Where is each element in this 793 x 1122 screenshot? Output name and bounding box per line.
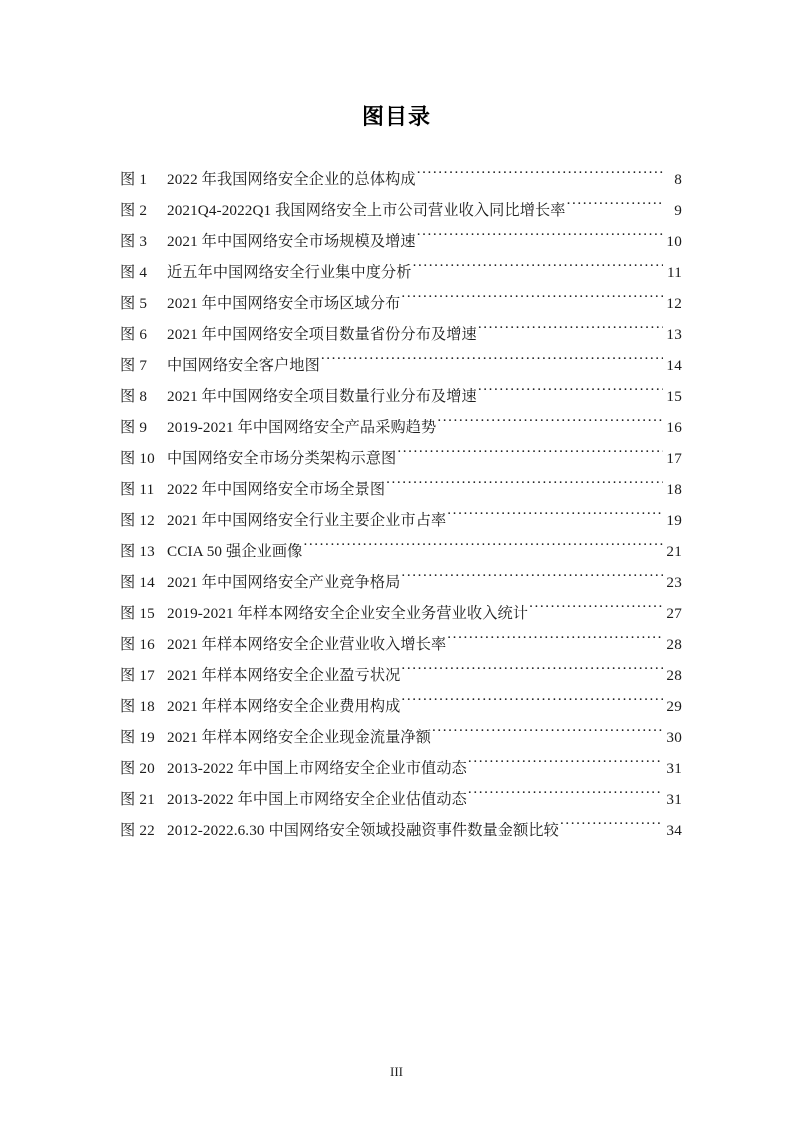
toc-leader-dots — [397, 448, 663, 463]
toc-entry[interactable] — [120, 319, 682, 350]
toc-figure-label: 图 14 — [120, 574, 155, 591]
toc-figure-label: 图 9 — [120, 419, 148, 436]
toc-entry[interactable] — [120, 443, 682, 474]
toc-leader-dots — [321, 355, 663, 370]
toc-page-number: 31 — [666, 791, 682, 808]
toc-figure-label: 图 22 — [120, 822, 155, 839]
toc-entry[interactable] — [120, 226, 682, 257]
toc-leader-dots — [401, 665, 663, 680]
toc-figure-label: 图 12 — [120, 512, 155, 529]
toc-entry[interactable] — [120, 257, 682, 288]
toc-page-number: 15 — [666, 388, 682, 405]
toc-figure-title: 2021 年中国网络安全项目数量省份分布及增速 — [167, 326, 477, 343]
toc-entry[interactable] — [120, 164, 682, 195]
toc-figure-label: 图 4 — [120, 264, 148, 281]
toc-page-number: 14 — [666, 357, 682, 374]
toc-page-number: 31 — [666, 760, 682, 777]
toc-figure-title: 2021 年样本网络安全企业盈亏状况 — [167, 667, 401, 684]
toc-figure-title: 中国网络安全市场分类架构示意图 — [167, 450, 397, 467]
toc-figure-title: 2021 年样本网络安全企业现金流量净额 — [167, 729, 431, 746]
toc-figure-title: 2021 年样本网络安全企业费用构成 — [167, 698, 401, 715]
toc-leader-dots — [401, 293, 663, 308]
footer-page-number: III — [390, 1064, 403, 1079]
toc-figure-title: 2021 年中国网络安全市场区域分布 — [167, 295, 401, 312]
toc-leader-dots — [401, 696, 663, 711]
toc-leader-dots — [478, 324, 663, 339]
toc-figure-label: 图 8 — [120, 388, 148, 405]
toc-page-number: 16 — [666, 419, 682, 436]
toc-figure-title: 2021 年中国网络安全项目数量行业分布及增速 — [167, 388, 477, 405]
toc-entry[interactable] — [120, 784, 682, 815]
toc-page-number: 10 — [666, 233, 682, 250]
toc-figure-label: 图 7 — [120, 357, 148, 374]
toc-entry[interactable] — [120, 412, 682, 443]
toc-figure-title: 2013-2022 年中国上市网络安全企业市值动态 — [167, 760, 467, 777]
toc-figure-label: 图 3 — [120, 233, 148, 250]
toc-page-number: 28 — [666, 667, 682, 684]
toc-figure-label: 图 1 — [120, 171, 148, 188]
toc-figure-title: 2021Q4-2022Q1 我国网络安全上市公司营业收入同比增长率 — [167, 202, 566, 219]
toc-leader-dots — [447, 510, 663, 525]
toc-figure-title: 近五年中国网络安全行业集中度分析 — [167, 264, 412, 281]
toc-leader-dots — [529, 603, 663, 618]
toc-figure-label: 图 18 — [120, 698, 155, 715]
toc-leader-dots — [437, 417, 663, 432]
toc-figure-label: 图 15 — [120, 605, 155, 622]
toc-figure-label: 图 13 — [120, 543, 155, 560]
toc-page-number: 12 — [666, 295, 682, 312]
toc-leader-dots — [386, 479, 663, 494]
toc-entry[interactable] — [120, 474, 682, 505]
toc-figure-label: 图 16 — [120, 636, 155, 653]
toc-page-number: 11 — [666, 264, 682, 281]
toc-figure-label: 图 10 — [120, 450, 155, 467]
toc-figure-title: 2021 年中国网络安全市场规模及增速 — [167, 233, 416, 250]
toc-figure-label: 图 11 — [120, 481, 155, 498]
toc-page-number: 8 — [674, 171, 682, 188]
toc-figure-label: 图 20 — [120, 760, 155, 777]
toc-figure-label: 图 21 — [120, 791, 155, 808]
toc-entry[interactable] — [120, 722, 682, 753]
toc-leader-dots — [303, 541, 663, 556]
toc-entry[interactable] — [120, 815, 682, 846]
toc-page-number: 34 — [666, 822, 682, 839]
toc-entry[interactable] — [120, 567, 682, 598]
toc-leader-dots — [401, 572, 663, 587]
toc-page-number: 13 — [666, 326, 682, 343]
toc-page-number: 30 — [666, 729, 682, 746]
toc-figure-title: 2019-2021 年样本网络安全企业安全业务营业收入统计 — [167, 605, 529, 622]
toc-leader-dots — [468, 789, 663, 804]
toc-figure-title: 2021 年中国网络安全产业竞争格局 — [167, 574, 401, 591]
toc-leader-dots — [567, 200, 663, 215]
toc-page-number: 9 — [674, 202, 682, 219]
toc-figure-label: 图 6 — [120, 326, 148, 343]
toc-leader-dots — [432, 727, 663, 742]
toc-entry[interactable] — [120, 660, 682, 691]
toc-leader-dots — [447, 634, 663, 649]
toc-figure-title: 2022 年中国网络安全市场全景图 — [167, 481, 386, 498]
toc-figure-label: 图 19 — [120, 729, 155, 746]
toc-page-number: 21 — [666, 543, 682, 560]
toc-page-number: 29 — [666, 698, 682, 715]
toc-entry[interactable] — [120, 691, 682, 722]
toc-entry[interactable] — [120, 505, 682, 536]
toc-figure-title: 中国网络安全客户地图 — [167, 357, 320, 374]
toc-entry[interactable] — [120, 536, 682, 567]
toc-figure-title: 2012-2022.6.30 中国网络安全领域投融资事件数量金额比较 — [167, 822, 559, 839]
toc-figure-title: 2021 年中国网络安全行业主要企业市占率 — [167, 512, 447, 529]
toc-leader-dots — [468, 758, 663, 773]
toc-entry[interactable] — [120, 350, 682, 381]
toc-entry[interactable] — [120, 598, 682, 629]
toc-page-number: 23 — [666, 574, 682, 591]
toc-figure-label: 图 5 — [120, 295, 148, 312]
toc-leader-dots — [478, 386, 663, 401]
toc-figure-title: 2022 年我国网络安全企业的总体构成 — [167, 171, 416, 188]
figure-table-of-contents — [120, 164, 682, 846]
toc-figure-label: 图 2 — [120, 202, 148, 219]
toc-page-number: 28 — [666, 636, 682, 653]
toc-figure-title: 2019-2021 年中国网络安全产品采购趋势 — [167, 419, 437, 436]
toc-entry[interactable] — [120, 288, 682, 319]
toc-leader-dots — [413, 262, 663, 277]
page-title: 图目录 — [361, 104, 431, 129]
toc-entry[interactable] — [120, 381, 682, 412]
toc-entry[interactable] — [120, 629, 682, 660]
toc-leader-dots — [417, 169, 663, 184]
toc-leader-dots — [417, 231, 663, 246]
toc-page-number: 17 — [666, 450, 682, 467]
toc-entry[interactable] — [120, 195, 682, 226]
toc-entry[interactable] — [120, 753, 682, 784]
toc-figure-title: 2013-2022 年中国上市网络安全企业估值动态 — [167, 791, 467, 808]
toc-figure-title: CCIA 50 强企业画像 — [167, 543, 303, 560]
toc-figure-label: 图 17 — [120, 667, 155, 684]
toc-figure-title: 2021 年样本网络安全企业营业收入增长率 — [167, 636, 447, 653]
toc-page-number: 27 — [666, 605, 682, 622]
toc-page-number: 18 — [666, 481, 682, 498]
toc-leader-dots — [560, 820, 663, 835]
toc-page-number: 19 — [666, 512, 682, 529]
